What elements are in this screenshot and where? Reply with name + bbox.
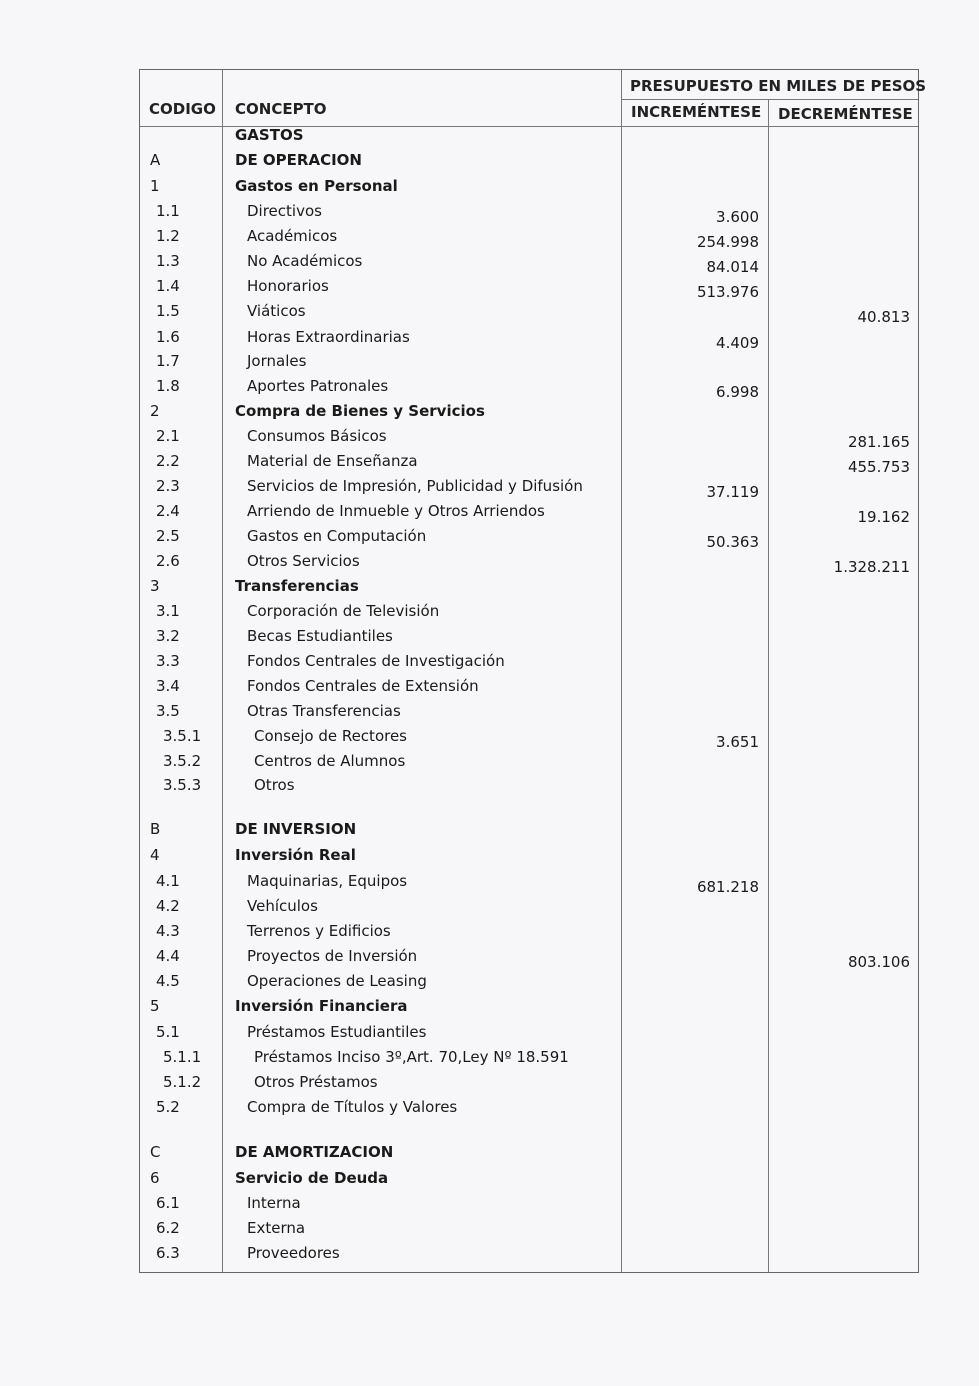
- row-concept: Servicio de Deuda: [235, 1169, 389, 1187]
- row-concept: Horas Extraordinarias: [247, 328, 410, 346]
- table-row: [140, 1098, 920, 1122]
- row-concept: Corporación de Televisión: [247, 602, 440, 620]
- header-group-divider: [621, 99, 918, 100]
- table-row: [140, 922, 920, 946]
- row-code: 3.5: [156, 702, 180, 720]
- table-row: [140, 1169, 920, 1193]
- row-code: 4.5: [156, 972, 180, 990]
- budget-table: [139, 69, 927, 1273]
- row-concept: Fondos Centrales de Investigación: [247, 652, 505, 670]
- table-row: [140, 602, 920, 626]
- table-row: [140, 846, 920, 870]
- table-row: [140, 1194, 920, 1218]
- row-concept: Otros: [254, 776, 295, 794]
- row-code: B: [150, 820, 161, 838]
- table-row: [140, 776, 920, 800]
- row-concept: Arriendo de Inmueble y Otros Arriendos: [247, 502, 545, 520]
- table-row: [140, 328, 920, 352]
- header-incrementese: INCREMÉNTESE: [631, 103, 762, 121]
- row-concept: Inversión Financiera: [235, 997, 408, 1015]
- table-row: [140, 377, 920, 401]
- row-decrementese-value: 455.753: [847, 458, 910, 476]
- row-code: 2.2: [156, 452, 180, 470]
- table-row: [140, 202, 920, 226]
- row-concept: Préstamos Estudiantiles: [247, 1023, 427, 1041]
- row-incrementese-value: 254.998: [696, 233, 759, 251]
- header-codigo: CODIGO: [149, 100, 216, 118]
- table-row: [140, 452, 920, 476]
- row-code: C: [150, 1143, 161, 1161]
- row-code: 4: [150, 846, 160, 864]
- row-code: 1.8: [156, 377, 180, 395]
- row-incrementese-value: 3.600: [716, 208, 759, 226]
- row-code: 6.1: [156, 1194, 180, 1212]
- row-code: 5.1.1: [163, 1048, 202, 1066]
- table-row: [140, 227, 920, 251]
- row-code: 1.3: [156, 252, 180, 270]
- row-decrementese-value: 281.165: [847, 433, 910, 451]
- table-row: [140, 477, 920, 501]
- row-incrementese-value: 37.119: [706, 483, 759, 501]
- row-incrementese-value: 513.976: [696, 283, 759, 301]
- header-concepto: CONCEPTO: [235, 100, 327, 118]
- row-decrementese-value: 19.162: [857, 508, 910, 526]
- row-code: 2.4: [156, 502, 180, 520]
- table-row: [140, 1073, 920, 1097]
- table-row: [140, 872, 920, 896]
- row-incrementese-value: 3.651: [716, 733, 759, 751]
- row-concept: Consumos Básicos: [247, 427, 387, 445]
- row-code: 4.4: [156, 947, 180, 965]
- row-code: 6: [150, 1169, 160, 1187]
- row-concept: Otras Transferencias: [247, 702, 401, 720]
- row-concept: Maquinarias, Equipos: [247, 872, 408, 890]
- table-row: [140, 252, 920, 276]
- row-concept: Inversión Real: [235, 846, 356, 864]
- row-concept: GASTOS: [235, 126, 304, 144]
- table-row: [140, 702, 920, 726]
- row-concept: Préstamos Inciso 3º,Art. 70,Ley Nº 18.591: [254, 1048, 569, 1066]
- row-code: 2.1: [156, 427, 180, 445]
- row-code: 3.1: [156, 602, 180, 620]
- row-concept: Aportes Patronales: [247, 377, 389, 395]
- table-row: [140, 277, 920, 301]
- table-row: [140, 577, 920, 601]
- row-code: 1.4: [156, 277, 180, 295]
- row-code: 1: [150, 177, 160, 195]
- row-concept: Jornales: [247, 352, 307, 370]
- table-row: [140, 1023, 920, 1047]
- table-row: [140, 972, 920, 996]
- row-code: 6.2: [156, 1219, 180, 1237]
- row-concept: Vehículos: [247, 897, 318, 915]
- table-row: [140, 677, 920, 701]
- table-row: [140, 1143, 920, 1167]
- table-row: [140, 352, 920, 376]
- row-code: A: [150, 151, 161, 169]
- table-row: [140, 1219, 920, 1243]
- row-incrementese-value: 6.998: [716, 383, 759, 401]
- row-code: 5.1: [156, 1023, 180, 1041]
- row-concept: DE AMORTIZACION: [235, 1143, 394, 1161]
- row-code: 3.2: [156, 627, 180, 645]
- table-row: [140, 1244, 920, 1268]
- row-decrementese-value: 1.328.211: [833, 558, 910, 576]
- row-code: 6.3: [156, 1244, 180, 1262]
- header-decrementese: DECREMÉNTESE: [778, 105, 913, 123]
- table-row: [140, 527, 920, 551]
- row-incrementese-value: 681.218: [696, 878, 759, 896]
- table-row: [140, 177, 920, 201]
- row-concept: Viáticos: [247, 302, 306, 320]
- table-row: [140, 502, 920, 526]
- row-concept: Compra de Bienes y Servicios: [235, 402, 485, 420]
- row-concept: Material de Enseñanza: [247, 452, 418, 470]
- table-row: [140, 627, 920, 651]
- row-code: 3.5.2: [163, 752, 202, 770]
- row-concept: Honorarios: [247, 277, 329, 295]
- row-concept: Consejo de Rectores: [254, 727, 407, 745]
- row-concept: Terrenos y Edificios: [247, 922, 391, 940]
- table-row: [140, 552, 920, 576]
- table-row: [140, 820, 920, 844]
- table-row: [140, 727, 920, 751]
- row-code: 3: [150, 577, 160, 595]
- header-group-title: PRESUPUESTO EN MILES DE PESOS: [630, 77, 927, 95]
- row-code: 5.2: [156, 1098, 180, 1116]
- row-concept: Otros Préstamos: [254, 1073, 378, 1091]
- table-row: [140, 652, 920, 676]
- row-concept: No Académicos: [247, 252, 363, 270]
- table-row: [140, 752, 920, 776]
- row-concept: Fondos Centrales de Extensión: [247, 677, 479, 695]
- row-concept: Gastos en Personal: [235, 177, 398, 195]
- row-code: 3.4: [156, 677, 180, 695]
- row-concept: Gastos en Computación: [247, 527, 427, 545]
- row-concept: Becas Estudiantiles: [247, 627, 393, 645]
- row-concept: Externa: [247, 1219, 306, 1237]
- row-code: 4.3: [156, 922, 180, 940]
- row-incrementese-value: 50.363: [706, 533, 759, 551]
- row-code: 1.6: [156, 328, 180, 346]
- row-concept: Directivos: [247, 202, 322, 220]
- row-code: 2.3: [156, 477, 180, 495]
- table-row: [140, 1048, 920, 1072]
- row-concept: Operaciones de Leasing: [247, 972, 427, 990]
- row-code: 1.7: [156, 352, 180, 370]
- row-decrementese-value: 803.106: [847, 953, 910, 971]
- row-concept: Proveedores: [247, 1244, 340, 1262]
- row-code: 3.5.3: [163, 776, 202, 794]
- table-row: [140, 402, 920, 426]
- table-row: [140, 302, 920, 326]
- row-code: 5: [150, 997, 160, 1015]
- table-row: [140, 126, 920, 150]
- row-code: 4.1: [156, 872, 180, 890]
- row-code: 1.5: [156, 302, 180, 320]
- row-code: 1.2: [156, 227, 180, 245]
- row-code: 2.6: [156, 552, 180, 570]
- table-row: [140, 997, 920, 1021]
- row-concept: Otros Servicios: [247, 552, 360, 570]
- row-concept: Proyectos de Inversión: [247, 947, 418, 965]
- row-incrementese-value: 4.409: [716, 334, 759, 352]
- row-concept: Académicos: [247, 227, 338, 245]
- row-code: 2.5: [156, 527, 180, 545]
- row-concept: Servicios de Impresión, Publicidad y Difusión: [247, 477, 583, 495]
- row-code: 3.5.1: [163, 727, 202, 745]
- row-code: 1.1: [156, 202, 180, 220]
- row-concept: DE INVERSION: [235, 820, 357, 838]
- row-code: 3.3: [156, 652, 180, 670]
- row-concept: DE OPERACION: [235, 151, 362, 169]
- table-row: [140, 427, 920, 451]
- row-code: 2: [150, 402, 160, 420]
- table-row: [140, 897, 920, 921]
- row-code: 5.1.2: [163, 1073, 202, 1091]
- table-row: [140, 947, 920, 971]
- row-incrementese-value: 84.014: [706, 258, 759, 276]
- table-row: [140, 151, 920, 175]
- row-concept: Transferencias: [235, 577, 359, 595]
- row-concept: Interna: [247, 1194, 301, 1212]
- row-decrementese-value: 40.813: [857, 308, 910, 326]
- row-code: 4.2: [156, 897, 180, 915]
- row-concept: Compra de Títulos y Valores: [247, 1098, 458, 1116]
- row-concept: Centros de Alumnos: [254, 752, 406, 770]
